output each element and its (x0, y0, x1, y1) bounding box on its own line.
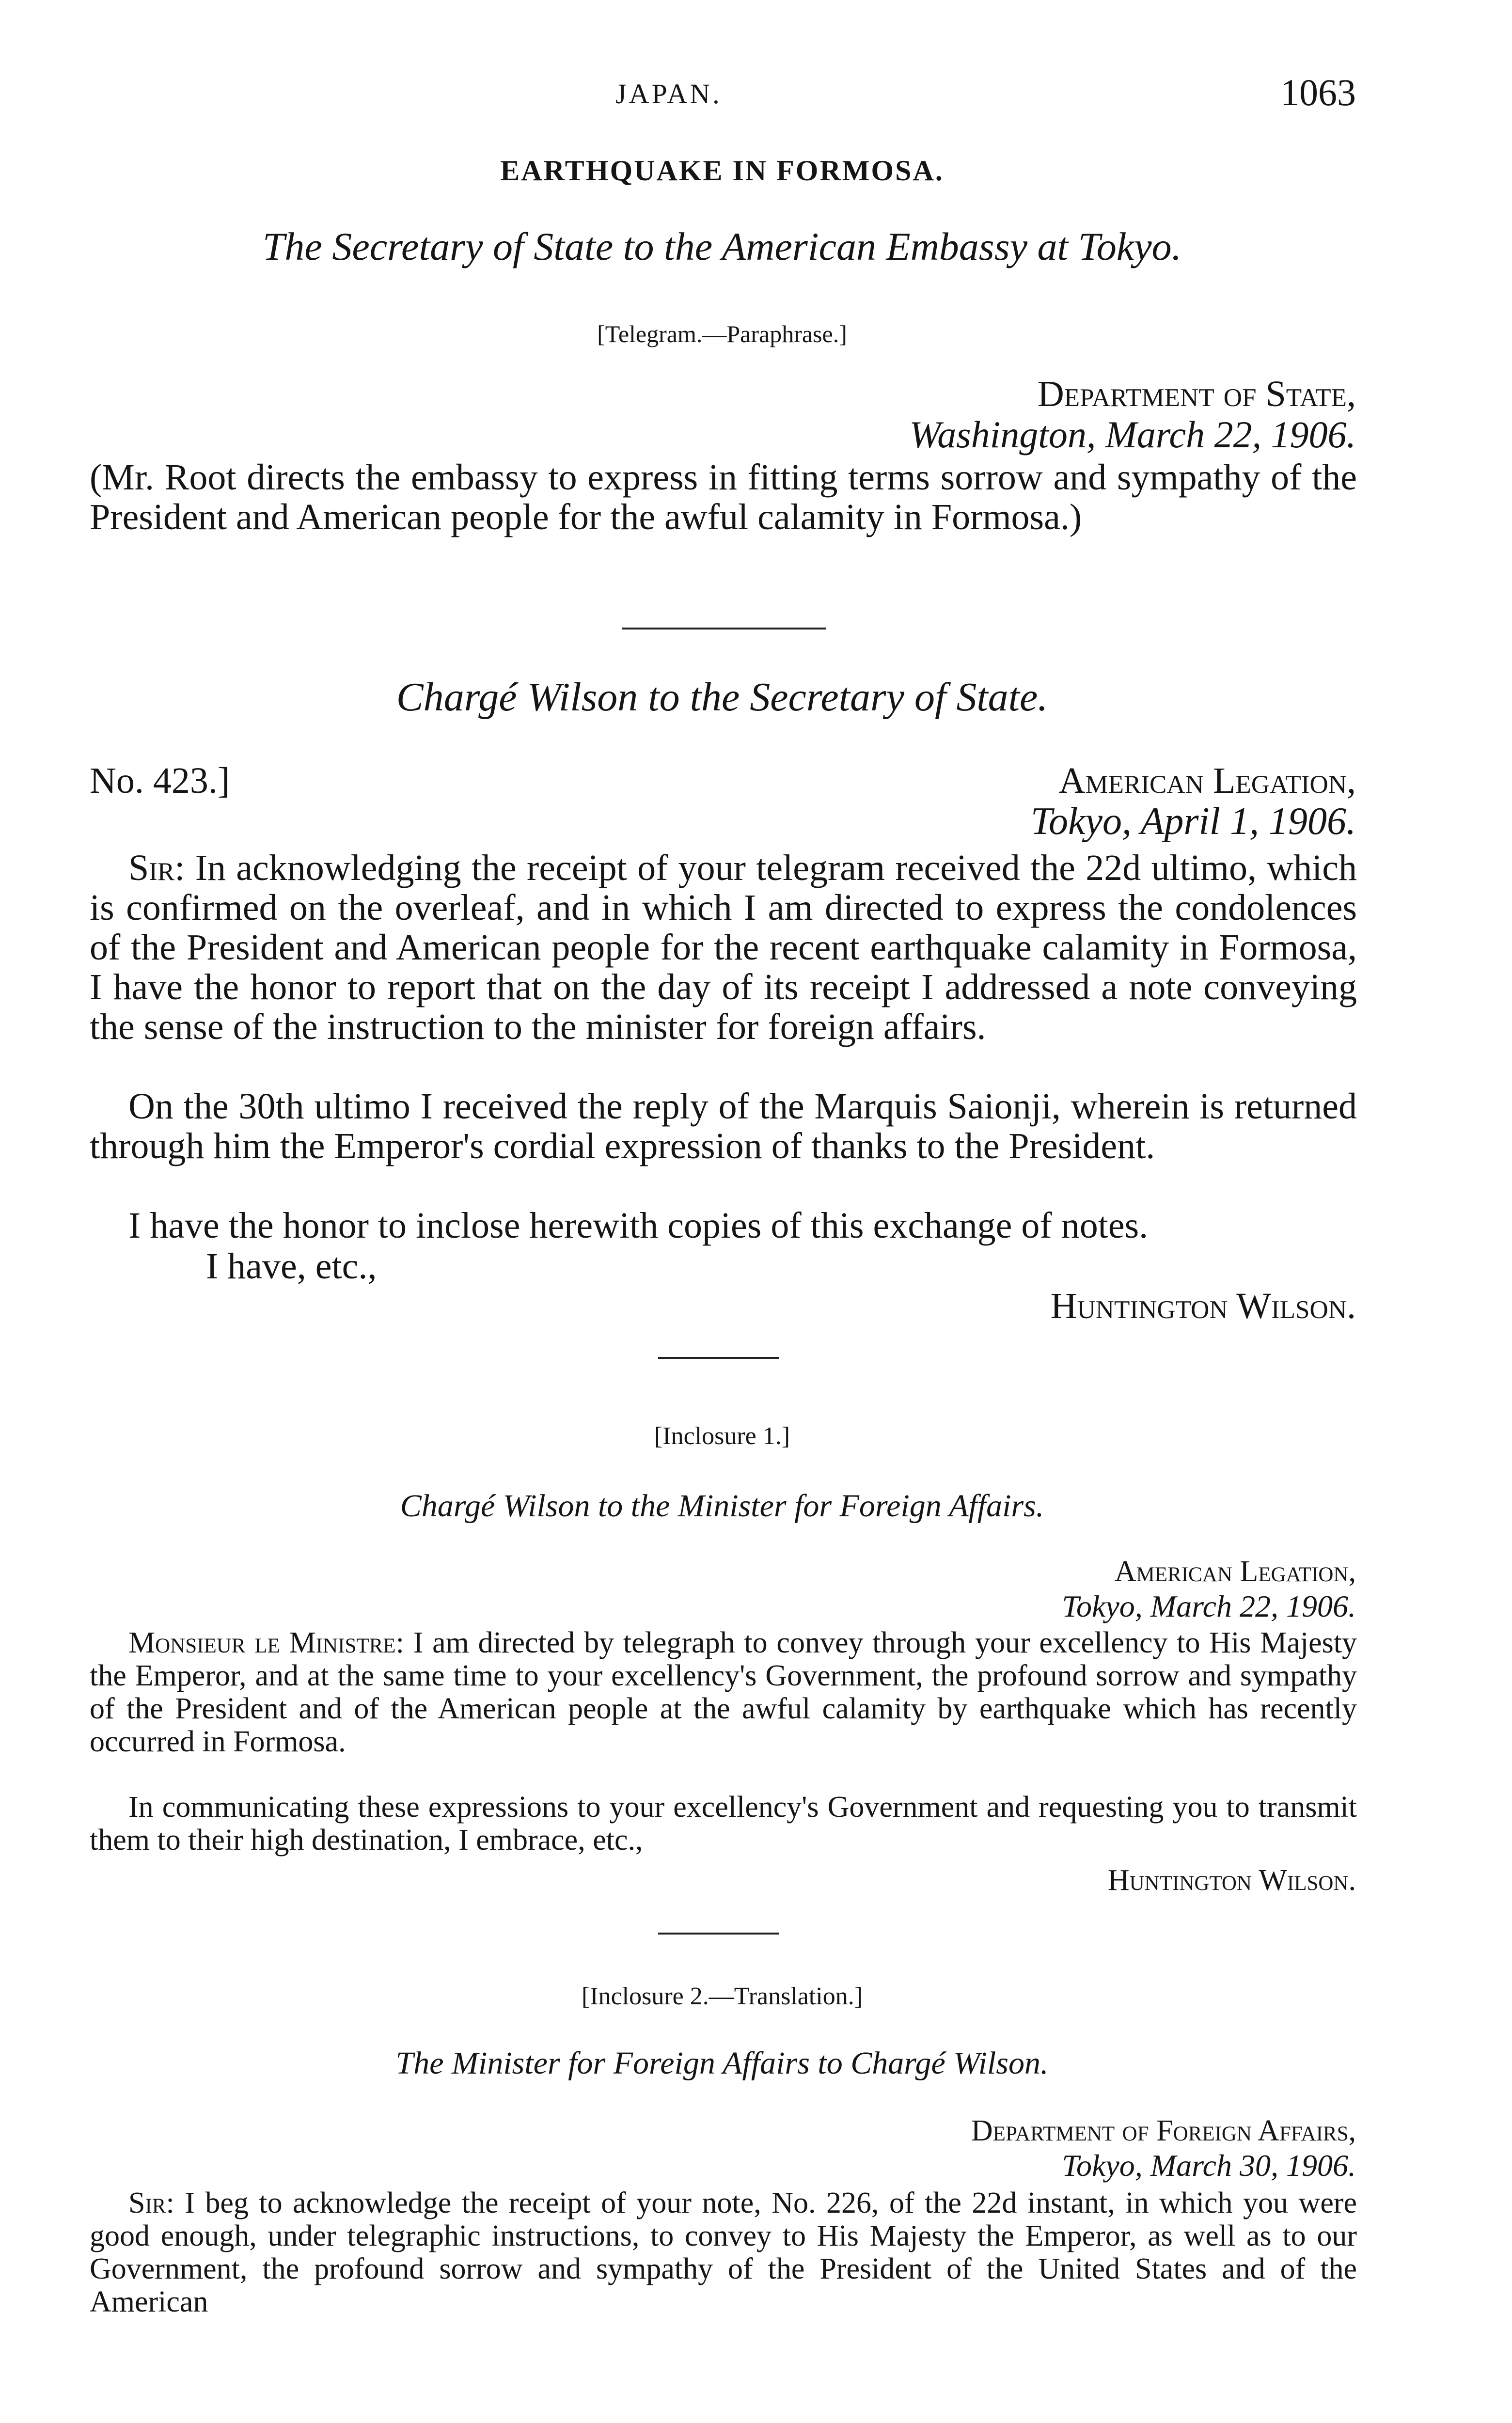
doc3-title: Chargé Wilson to the Minister for Foreign Affairs. (400, 1488, 1044, 1524)
divider-rule (658, 1357, 779, 1359)
section-title: EARTHQUAKE IN FORMOSA. (500, 155, 944, 187)
doc4-label: [Inclosure 2.—Translation.] (581, 1982, 863, 2010)
doc4-place: Department of Foreign Affairs, (971, 2114, 1356, 2147)
doc3-salutation: Monsieur le Ministre: (128, 1626, 404, 1659)
doc2-salutation: Sir: (128, 848, 185, 888)
doc3-date: Tokyo, March 22, 1906. (1062, 1589, 1356, 1623)
doc4-date: Tokyo, March 30, 1906. (1062, 2148, 1356, 2183)
doc2-number: No. 423.] (90, 760, 230, 801)
doc3-para1-text: I am directed by telegraph to convey through your excellency to His Majesty the Emperor, and at the same time to your excellency's Government, the profound sorrow and sympathy of the President and of the American people at the awful calamity by earthquake which has recently occurred in Formosa. (90, 1626, 1357, 1758)
doc2-title: Chargé Wilson to the Secretary of State. (396, 675, 1048, 720)
divider-rule (622, 628, 826, 629)
doc4-paragraph-1 (90, 2187, 1357, 2318)
doc2-closing: I have, etc., (206, 1246, 377, 1287)
doc4-salutation: Sir: (128, 2187, 174, 2219)
doc1-body: (Mr. Root directs the embassy to express in fitting terms sorrow and sympathy of the President and American people for the awful calamity in Formosa.) (90, 457, 1357, 537)
doc2-date: Tokyo, April 1, 1906. (1030, 800, 1356, 843)
doc3-signature: Huntington Wilson. (1107, 1864, 1356, 1897)
doc1-title: The Secretary of State to the American Embassy at Tokyo. (262, 224, 1182, 268)
doc3-paragraph-2: In communicating these expressions to your excellency's Government and requesting you to transmit them to their high destination, I embrace, etc., (90, 1791, 1357, 1857)
doc2-place: American Legation, (1058, 760, 1356, 801)
page-number: 1063 (1280, 71, 1356, 113)
doc3-label: [Inclosure 1.] (654, 1422, 790, 1450)
doc2-signature: Huntington Wilson. (1050, 1286, 1356, 1326)
doc2-para1-text: In acknowledging the receipt of your telegram received the 22d ultimo, which is confirmed on the overleaf, and in which I am directed to express the condolences of the President and American people for the recent earthquake calamity in Formosa, I have the honor to report that on the day of its receipt I addressed a note conveying the sense of the instruction to the minister for foreign affairs. (90, 848, 1357, 1047)
doc2-paragraph-2: On the 30th ultimo I received the reply of the Marquis Saionji, wherein is returned through him the Emperor's cordial expression of thanks to the President. (90, 1086, 1357, 1166)
doc3-paragraph-1 (90, 1626, 1357, 1758)
doc1-date: Washington, March 22, 1906. (909, 413, 1356, 456)
doc2-paragraph-3: I have the honor to inclose herewith copies of this exchange of notes. (128, 1205, 1149, 1246)
doc2-paragraph-1 (90, 848, 1357, 1047)
doc4-para1-text: I beg to acknowledge the receipt of your note, No. 226, of the 22d instant, in which you were good enough, under telegraphic instructions, to convey to His Majesty the Emperor, as well as to our Government, the profound sorrow and sympathy of the President of the United States and of the American (90, 2187, 1357, 2318)
divider-rule (658, 1933, 779, 1935)
doc1-note: [Telegram.—Paraphrase.] (597, 320, 847, 347)
running-head: JAPAN. (615, 78, 722, 110)
doc1-place: Department of State, (1037, 374, 1356, 414)
doc3-place: American Legation, (1114, 1555, 1356, 1588)
doc4-title: The Minister for Foreign Affairs to Chargé Wilson. (395, 2045, 1049, 2081)
